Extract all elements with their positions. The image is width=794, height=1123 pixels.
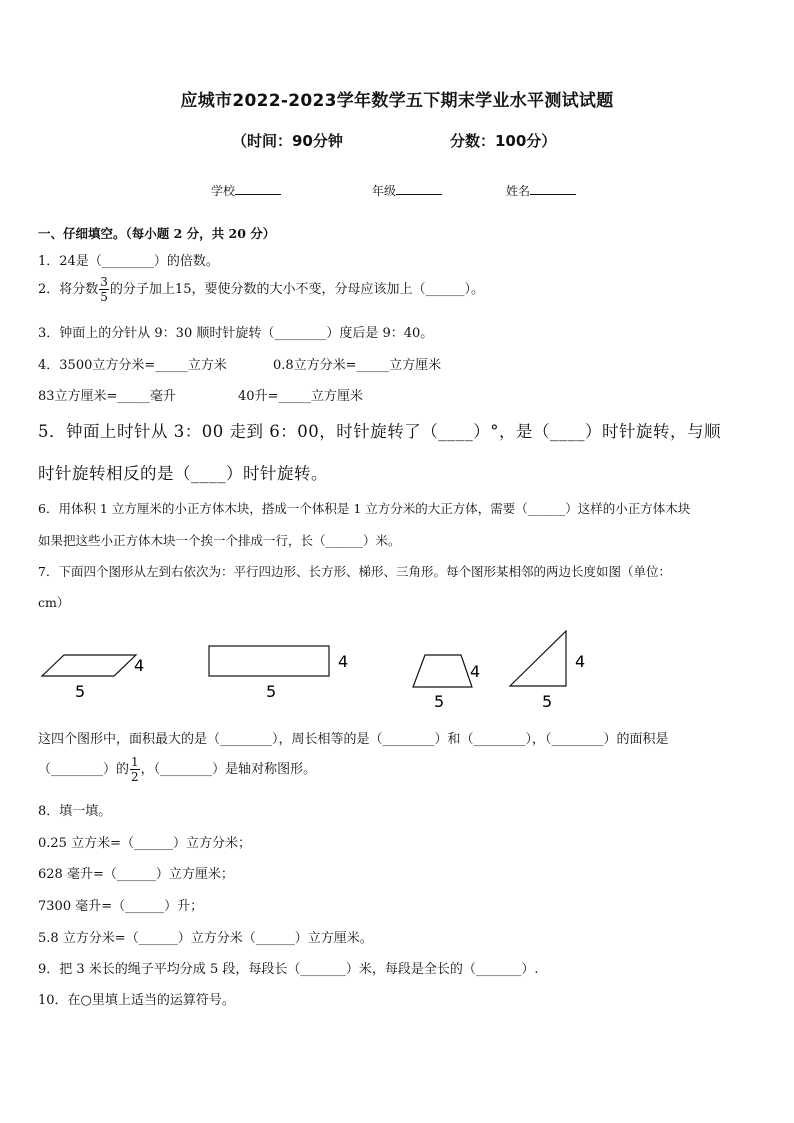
question-7-line1: 7．下面四个图形从左到右依次为：平行四边形、长方形、梯形、三角形。每个图形某相邻的两边长度如图（单位：	[38, 564, 671, 579]
school-blank[interactable]	[235, 184, 281, 195]
triangle-side-label: 4	[575, 652, 586, 671]
name-label: 姓名	[506, 184, 531, 198]
fraction-numerator: 3	[100, 275, 108, 289]
q2-text-after: 的分子加上15，要使分数的大小不变，分母应该加上（______）。	[109, 282, 484, 297]
question-1: 1．24是（________）的倍数。	[38, 254, 219, 269]
name-blank[interactable]	[530, 184, 576, 195]
trapezoid-side-label: 4	[470, 662, 481, 681]
question-2	[38, 276, 484, 303]
question-4-line2	[38, 385, 363, 404]
question-5-line2: 时针旋转相反的是（____）时针旋转。	[38, 464, 328, 483]
question-6-line2: 如果把这些小正方体木块一个挨一个排成一行，长（______）米。	[38, 533, 401, 548]
rectangle-base-label: 5	[266, 682, 277, 701]
question-4-line1	[38, 354, 442, 373]
question-8-b: 628 毫升=（______）立方厘米；	[38, 867, 234, 882]
rectangle-shape	[209, 646, 329, 676]
name-field	[506, 182, 576, 199]
q4-part-c: 83立方厘米=_____毫升	[38, 389, 176, 404]
question-8-a: 0.25 立方米=（______）立方分米；	[38, 836, 251, 851]
q4-part-b: 0.8立方分米=_____立方厘米	[273, 358, 442, 373]
q4-part-a: 4．3500立方分米=_____立方米	[38, 358, 227, 373]
fraction-3-5	[99, 276, 109, 303]
q7-text-after: ，（________）是轴对称图形。	[140, 762, 317, 777]
school-field	[211, 182, 281, 199]
question-7-line4	[38, 756, 316, 783]
q4-part-d: 40升=_____立方厘米	[238, 389, 363, 404]
rectangle-side-label: 4	[338, 652, 349, 671]
question-10: 10．在○里填上适当的运算符号。	[38, 993, 235, 1008]
question-9: 9．把 3 米长的绳子平均分成 5 段，每段长（_______）米，每段是全长的（_______）.	[38, 962, 539, 977]
question-8-d: 5.8 立方分米=（______）立方分米（______）立方厘米。	[38, 931, 373, 946]
shapes-figure	[0, 625, 794, 720]
q7-text-before: （________）的	[38, 762, 130, 777]
parallelogram-side-label: 4	[134, 656, 145, 675]
grade-blank[interactable]	[396, 184, 442, 195]
question-7-line3: 这四个图形中，面积最大的是（________），周长相等的是（________）和（________），（________）的面积是	[38, 732, 669, 747]
exam-time: （时间：90分钟	[232, 132, 343, 150]
parallelogram-base-label: 5	[75, 682, 86, 701]
section-heading: 一、仔细填空。（每小题 2 分，共 20 分）	[38, 226, 276, 241]
trapezoid-shape	[413, 655, 472, 687]
school-label: 学校	[211, 184, 236, 198]
trapezoid-base-label: 5	[434, 692, 445, 711]
fraction-denominator: 5	[100, 290, 108, 304]
grade-field	[372, 182, 442, 199]
exam-score: 分数：100分）	[450, 132, 557, 150]
question-8-c: 7300 毫升=（______）升；	[38, 899, 204, 914]
q2-text-before: 2．将分数	[38, 282, 99, 297]
fraction-1-2	[130, 756, 140, 783]
grade-label: 年级	[372, 184, 397, 198]
parallelogram-shape	[42, 655, 136, 676]
question-6-line1: 6．用体积 1 立方厘米的小正方体木块，搭成一个体积是 1 立方分米的大正方体，需要（______）这样的小正方体木块	[38, 501, 691, 516]
fraction-denominator: 2	[131, 770, 139, 784]
question-7-line2: cm）	[38, 595, 70, 610]
question-5-line1: 5．钟面上时针从 3：00 走到 6：00，时针旋转了（____）°，是（____）时针旋转，与顺	[38, 422, 721, 441]
triangle-shape	[510, 631, 566, 686]
triangle-base-label: 5	[542, 692, 553, 711]
question-8-heading: 8．填一填。	[38, 804, 112, 819]
question-3: 3．钟面上的分针从 9：30 顺时针旋转（________）度后是 9：40。	[38, 326, 434, 341]
page-title: 应城市2022-2023学年数学五下期末学业水平测试试题	[180, 91, 614, 111]
fraction-numerator: 1	[131, 755, 139, 769]
